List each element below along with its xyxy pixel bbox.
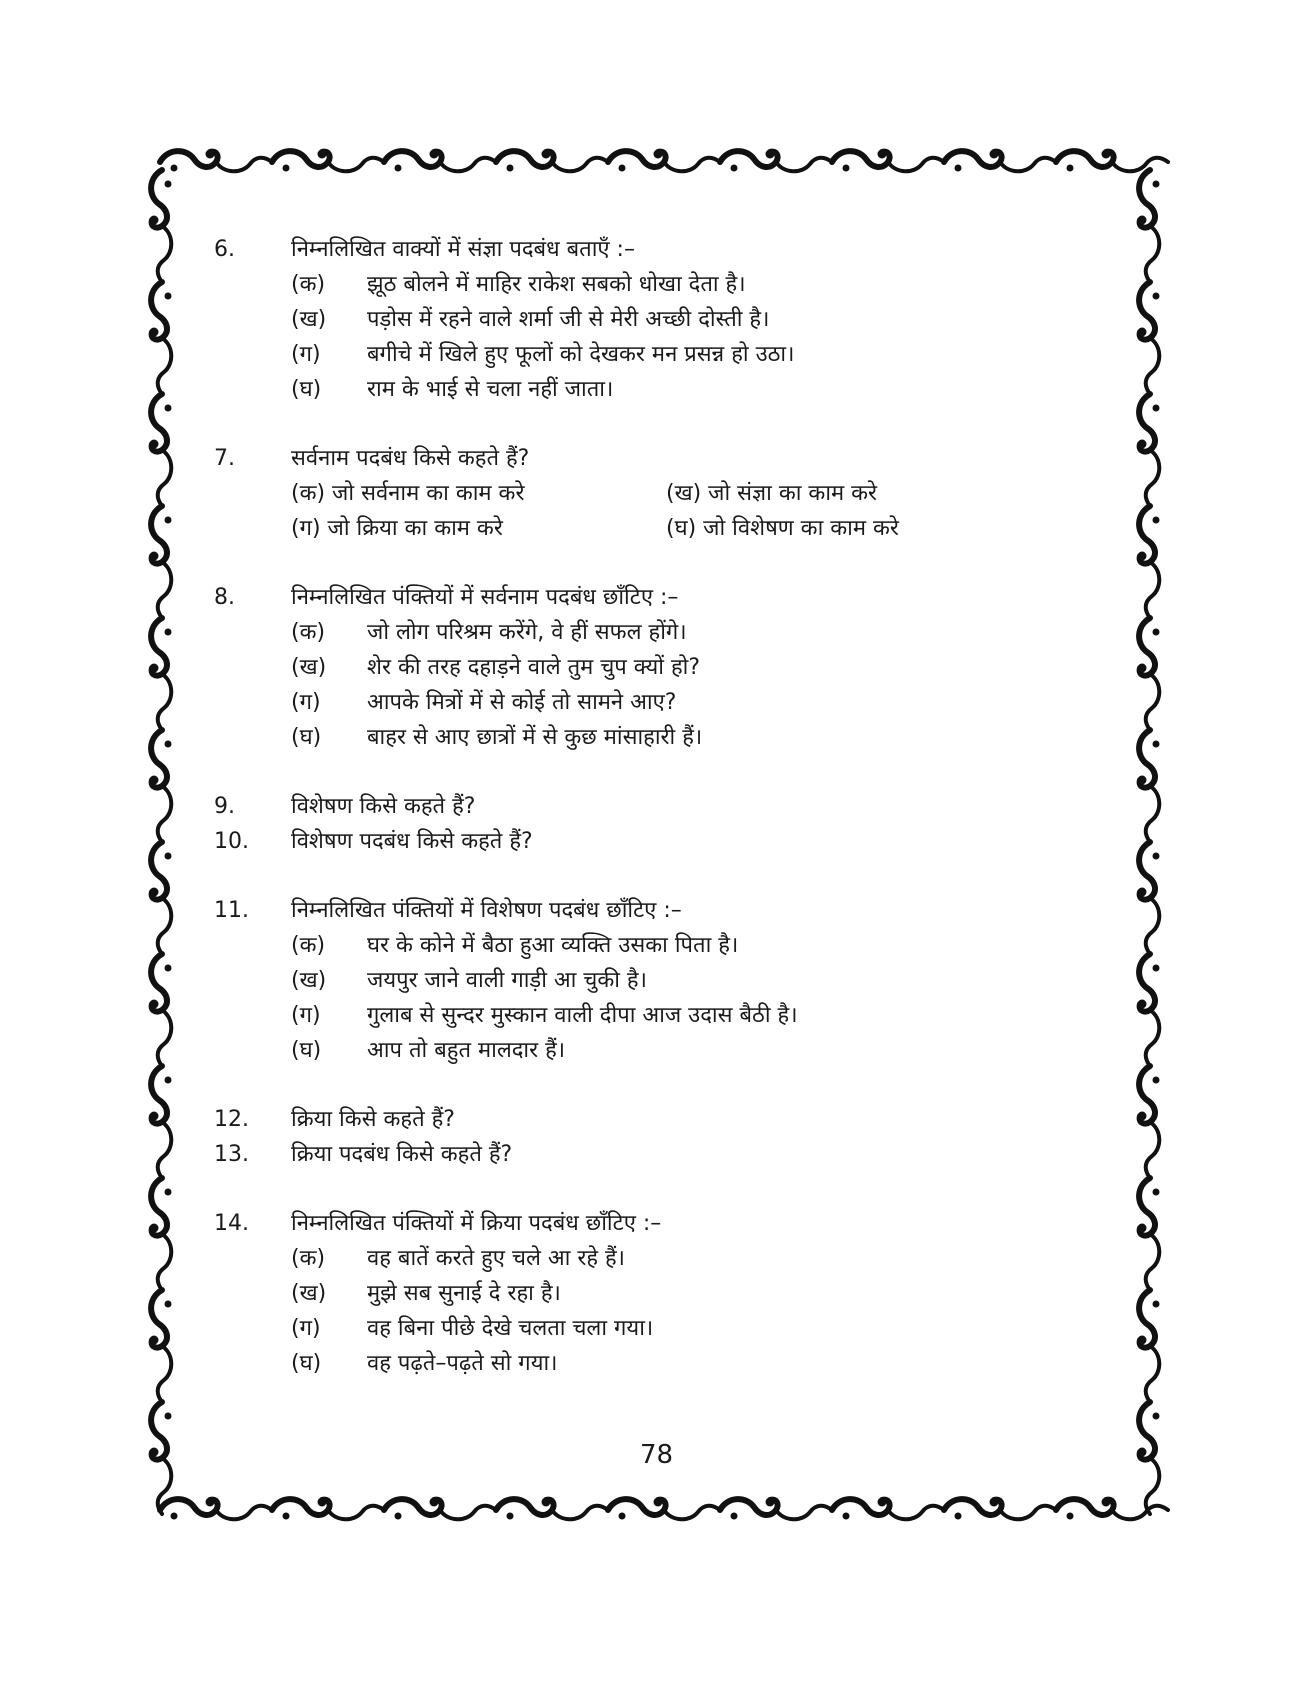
question-8 — [214, 580, 1094, 615]
option — [291, 267, 1094, 302]
question-10 — [214, 824, 1094, 859]
option-label: (ख) — [291, 307, 327, 332]
option-text: वह बातें करते हुए चले आ रहे हैं। — [367, 1246, 626, 1271]
option — [291, 1241, 1094, 1276]
option — [291, 998, 1094, 1033]
option-text: आपके मित्रों में से कोई तो सामने आए? — [367, 690, 677, 715]
option — [291, 963, 1094, 998]
option-label: (ख) — [291, 1281, 327, 1306]
option-text: जो लोग परिश्रम करेंगे, वे हीं सफल होंगे। — [367, 620, 687, 645]
option-label: (क) — [291, 933, 326, 958]
option-label: (ग) — [291, 1316, 321, 1341]
option-text: बाहर से आए छात्रों में से कुछ मांसाहारी हैं। — [367, 725, 703, 750]
option-label: (ख) — [291, 655, 327, 680]
question-number: 9. — [214, 794, 235, 819]
option — [291, 302, 1094, 337]
question-text: विशेषण किसे कहते हैं? — [291, 794, 476, 819]
question-text: क्रिया पदबंध किसे कहते हैं? — [291, 1142, 513, 1167]
option-label: (घ) — [291, 1351, 322, 1376]
option — [291, 1311, 1094, 1346]
question-11 — [214, 893, 1094, 928]
option-text: पड़ोस में रहने वाले शर्मा जी से मेरी अच्छी दोस्ती है। — [367, 307, 770, 332]
option — [291, 685, 1094, 720]
choice: (घ) जो विशेषण का काम करे — [666, 516, 899, 541]
question-text: निम्नलिखित पंक्तियों में सर्वनाम पदबंध छाँटिए :– — [291, 585, 679, 610]
choice: (ग) जो क्रिया का काम करे — [291, 516, 503, 541]
question-number: 14. — [214, 1211, 249, 1236]
option-text: वह बिना पीछे देखे चलता चला गया। — [367, 1316, 654, 1341]
option-label: (क) — [291, 1246, 326, 1271]
question-number: 13. — [214, 1142, 249, 1167]
question-number: 7. — [214, 446, 235, 471]
question-text: निम्नलिखित पंक्तियों में क्रिया पदबंध छाँटिए :– — [291, 1211, 662, 1236]
option-text: मुझे सब सुनाई दे रहा है। — [367, 1281, 561, 1306]
option-label: (ग) — [291, 342, 321, 367]
question-text: निम्नलिखित पंक्तियों में विशेषण पदबंध छाँटिए :– — [291, 898, 682, 923]
question-6 — [214, 232, 1094, 267]
question-text: निम्नलिखित वाक्यों में संज्ञा पदबंध बताएँ :– — [291, 237, 635, 262]
option — [291, 720, 1094, 755]
option — [291, 1346, 1094, 1381]
question-13 — [214, 1137, 1094, 1172]
question-number: 6. — [214, 237, 235, 262]
choice-grid — [291, 476, 1094, 546]
question-9 — [214, 789, 1094, 824]
option-label: (घ) — [291, 725, 322, 750]
option-text: राम के भाई से चला नहीं जाता। — [367, 377, 614, 402]
option-text: वह पढ़ते–पढ़ते सो गया। — [367, 1351, 558, 1376]
choice: (ख) जो संज्ञा का काम करे — [666, 481, 878, 506]
option-label: (ग) — [291, 690, 321, 715]
option-label: (ग) — [291, 1003, 321, 1028]
question-number: 10. — [214, 829, 249, 854]
question-number: 8. — [214, 585, 235, 610]
option-label: (क) — [291, 620, 326, 645]
option-text: बगीचे में खिले हुए फूलों को देखकर मन प्रसन्न हो उठा। — [367, 342, 795, 367]
question-7 — [214, 441, 1094, 476]
question-text: सर्वनाम पदबंध किसे कहते हैं? — [291, 446, 530, 471]
option-label: (घ) — [291, 377, 322, 402]
option-text: आप तो बहुत मालदार हैं। — [367, 1038, 566, 1063]
option — [291, 337, 1094, 372]
option-text: गुलाब से सुन्दर मुस्कान वाली दीपा आज उदास बैठी है। — [367, 1003, 798, 1028]
question-list — [214, 232, 1094, 1381]
option — [291, 928, 1094, 963]
option-text: जयपुर जाने वाली गाड़ी आ चुकी है। — [367, 968, 647, 993]
option-text: घर के कोने में बैठा हुआ व्यक्ति उसका पिता है। — [367, 933, 739, 958]
option — [291, 650, 1094, 685]
question-12 — [214, 1102, 1094, 1137]
option — [291, 615, 1094, 650]
question-number: 11. — [214, 898, 249, 923]
question-text: विशेषण पदबंध किसे कहते हैं? — [291, 829, 533, 854]
choice: (क) जो सर्वनाम का काम करे — [291, 481, 525, 506]
option-text: शेर की तरह दहाड़ने वाले तुम चुप क्यों हो? — [367, 655, 701, 680]
option — [291, 1033, 1094, 1068]
option-label: (ख) — [291, 968, 327, 993]
option — [291, 372, 1094, 407]
option-text: झूठ बोलने में माहिर राकेश सबको धोखा देता है। — [367, 272, 746, 297]
question-text: क्रिया किसे कहते हैं? — [291, 1107, 455, 1132]
question-number: 12. — [214, 1107, 249, 1132]
page-number: 78 — [639, 1440, 674, 1470]
option-label: (क) — [291, 272, 326, 297]
question-14 — [214, 1206, 1094, 1241]
option-label: (घ) — [291, 1038, 322, 1063]
option — [291, 1276, 1094, 1311]
